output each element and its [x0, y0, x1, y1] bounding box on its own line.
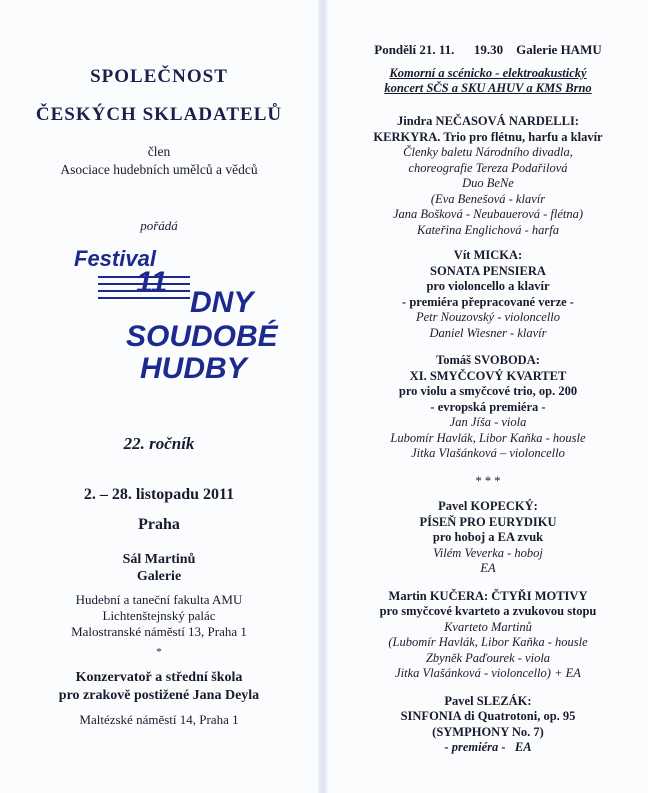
- festival-city: Praha: [138, 516, 180, 533]
- event-header: Pondělí 21. 11. 19.30 Galerie HAMU: [374, 42, 602, 57]
- program-line: (SYMPHONY No. 7): [432, 724, 544, 739]
- program-line: SINFONIA di Quatrotoni, op. 95: [400, 709, 576, 723]
- program-line: - evropská premiéra -: [430, 399, 546, 414]
- program-line: Jan Jíša - viola: [449, 415, 527, 429]
- program-line: pro hoboj a EA zvuk: [432, 530, 544, 544]
- program-line: Jana Bošková - Neubauerová - flétna): [392, 207, 584, 221]
- member-label: člen: [147, 144, 171, 159]
- program-line: SONATA PENSIERA: [430, 263, 546, 278]
- program-line: XI. SMYČCOVÝ KVARTET: [409, 368, 567, 383]
- program-line: Lubomír Havlák, Libor Kaňka - housle: [390, 430, 586, 445]
- program-line: PÍSEŇ PRO EURYDIKU: [419, 514, 557, 529]
- separator: *: [156, 646, 162, 658]
- program-line: (Eva Benešová - klavír: [430, 191, 546, 206]
- presents-label: pořádá: [140, 218, 178, 233]
- program-line: Petr Nouzovský - violoncello: [415, 310, 561, 324]
- venue2-addr: Maltézské náměstí 14, Praha 1: [79, 712, 239, 727]
- program-line: - premiéra přepracované verze -: [402, 294, 574, 309]
- program-line: Martin KUČERA: ČTYŘI MOTIVY: [388, 588, 588, 603]
- festival-name-3: HUDBY: [140, 352, 247, 385]
- right-panel: [328, 0, 648, 793]
- festival-name-2: SOUDOBÉ: [126, 320, 278, 353]
- program-item: [328, 694, 648, 756]
- program-line: Kateřina Englichová - harfa: [417, 222, 559, 237]
- program-line: choreografie Tereza Podařilová: [408, 160, 568, 175]
- festival-year: 11: [136, 266, 168, 299]
- venue2-sub: pro zrakově postižené Jana Deyla: [58, 688, 260, 703]
- member-org: Asociace hudebních umělců a vědců: [60, 162, 258, 177]
- venue1-sub: Galerie: [136, 569, 182, 584]
- program-line: pro violoncello a klavír: [426, 279, 550, 293]
- program-line: KERKYRA. Trio pro flétnu, harfu a klavír: [373, 129, 603, 144]
- program-line: (Lubomír Havlák, Libor Kaňka - housle: [388, 635, 588, 649]
- program-line: pro violu a smyčcové trio, op. 200: [398, 384, 578, 398]
- concert-title-line2: koncert SČS a SKU AHUV a KMS Brno: [384, 81, 592, 95]
- program-line: Kvarteto Martinů: [444, 619, 532, 634]
- program-line: Jitka Vlašánková - violoncello) + EA: [395, 666, 581, 680]
- venue1-addr2: Lichtenštejnský palác: [102, 608, 216, 623]
- program-line: Vít MICKA:: [453, 248, 523, 262]
- program-line: Daniel Wiesner - klavír: [429, 325, 547, 340]
- org-name-line2: ČESKÝCH SKLADATELŮ: [35, 104, 283, 125]
- page-fold: [318, 0, 328, 793]
- left-panel: [0, 0, 318, 793]
- program-line: Členky baletu Národního divadla,: [403, 145, 573, 159]
- program-item: [328, 499, 648, 577]
- venue1-addr1: Hudební a taneční fakulta AMU: [75, 592, 243, 607]
- venue1-name: Sál Martinů: [122, 552, 196, 567]
- concert-title-line1: Komorní a scénicko - elektroakustický: [389, 66, 587, 80]
- program-line: Pavel KOPECKÝ:: [438, 499, 538, 513]
- program-line: - premiéra - EA: [444, 740, 532, 754]
- program-line: Jitka Vlašánková – violoncello: [411, 446, 565, 460]
- program-item: [328, 248, 648, 341]
- program-line: * * *: [475, 473, 501, 488]
- edition: 22. ročník: [123, 434, 195, 453]
- program-item: [328, 353, 648, 462]
- program-line: Vilém Veverka - hoboj: [433, 545, 543, 560]
- festival-logo: [60, 240, 280, 385]
- festival-dates: 2. – 28. listopadu 2011: [83, 486, 235, 503]
- festival-name-1: DNY: [190, 286, 254, 319]
- program-line: Jindra NEČASOVÁ NARDELLI:: [397, 114, 579, 128]
- program-item: [328, 589, 648, 682]
- program-line: EA: [480, 561, 496, 575]
- program-line: Duo BeNe: [462, 176, 514, 190]
- program-line: pro smyčcové kvarteto a zvukovou stopu: [379, 604, 597, 618]
- program-line: Pavel SLEZÁK:: [444, 693, 532, 708]
- program-line: Zbyněk Paďourek - viola: [425, 650, 551, 665]
- festival-word: Festival: [74, 246, 156, 271]
- venue2-name: Konzervatoř a střední škola: [75, 670, 243, 685]
- program-list: [328, 104, 648, 756]
- program-line: Tomáš SVOBODA:: [436, 353, 540, 367]
- venue1-addr3: Malostranské náměstí 13, Praha 1: [71, 624, 247, 639]
- program-item: [328, 114, 648, 238]
- program-item: [328, 474, 648, 490]
- org-name-line1: SPOLEČNOST: [90, 66, 228, 87]
